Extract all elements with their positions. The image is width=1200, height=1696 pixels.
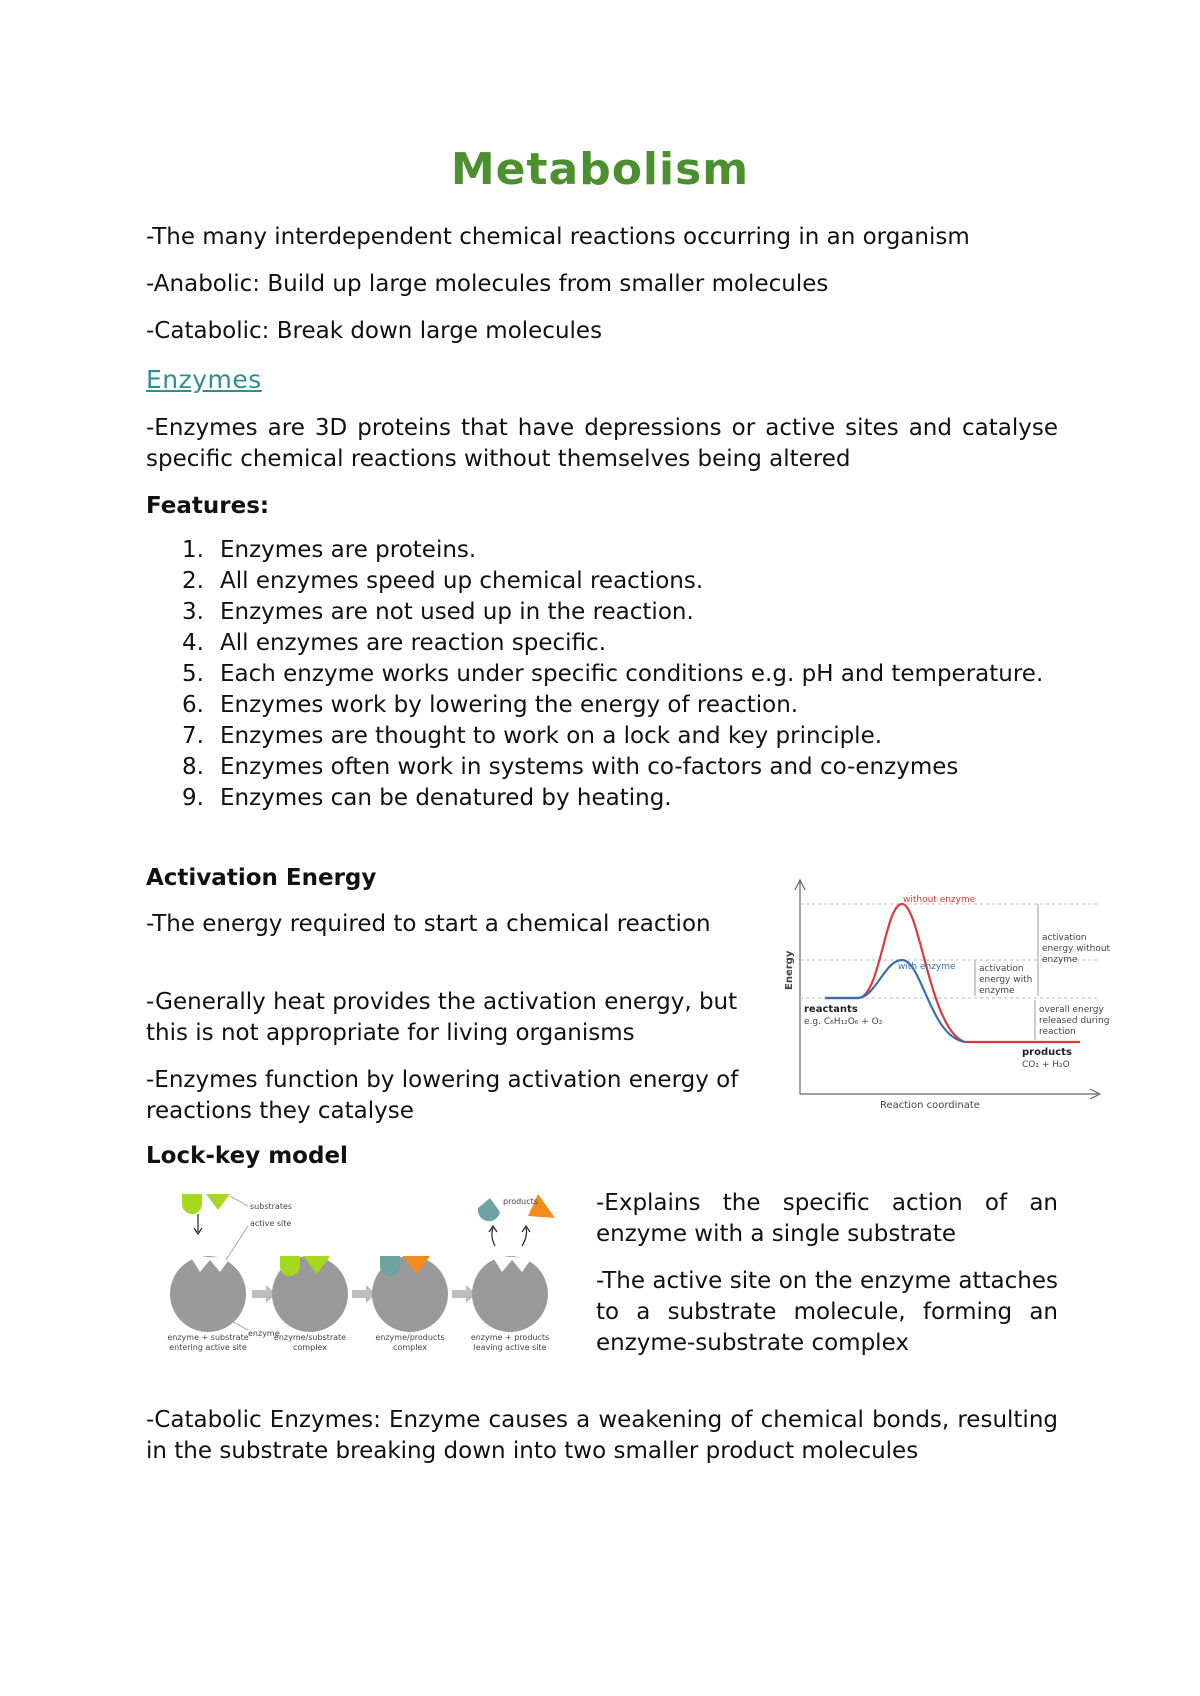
list-item: 3. Enzymes are not used up in the reaction.: [182, 599, 694, 625]
intro-line-2: -Anabolic: Build up large molecules from smaller molecules: [146, 271, 829, 297]
reactants-example: e.g. C₆H₁₂O₆ + O₂: [804, 1017, 883, 1027]
intro-line-1: -The many interdependent chemical reactions occurring in an organism: [146, 224, 970, 250]
list-item: 9. Enzymes can be denatured by heating.: [182, 785, 672, 811]
with-enzyme-curve: [825, 960, 965, 1042]
activation-heading: Activation Energy: [146, 865, 377, 891]
caption-1-line-2: entering active site: [169, 1343, 247, 1352]
list-item: 5. Each enzyme works under specific conditions e.g. pH and temperature.: [182, 661, 1044, 687]
caption-3-line-2: complex: [393, 1343, 427, 1352]
products-example: CO₂ + H₂O: [1022, 1060, 1070, 1070]
overall-line-1: overall energy: [1039, 1005, 1104, 1015]
lockkey-heading: Lock-key model: [146, 1143, 348, 1169]
list-item: 8. Enzymes often work in systems with co-factors and co-enzymes: [182, 754, 959, 780]
activation-energy-diagram: [780, 872, 1110, 1112]
intro-line-3: -Catabolic: Break down large molecules: [146, 318, 603, 344]
lockkey-point-1: -Explains the specific action of an enzyme with a single substrate: [596, 1190, 1058, 1247]
list-item: 7. Enzymes are thought to work on a lock and key principle.: [182, 723, 883, 749]
list-item: 2. All enzymes speed up chemical reactions.: [182, 568, 704, 594]
reactants-label: reactants: [804, 1004, 858, 1015]
enzymes-definition: -Enzymes are 3D proteins that have depressions or active sites and catalyse specific chemical reactions without themselves being altered: [146, 415, 1058, 472]
ae-with-line-1: activation: [979, 964, 1024, 974]
x-axis-label: Reaction coordinate: [880, 1100, 980, 1111]
y-axis-label: Energy: [784, 950, 795, 990]
caption-2-line-1: enzyme/substrate: [273, 1333, 347, 1342]
enzymes-heading: Enzymes: [146, 365, 262, 394]
enzyme-label: enzyme: [248, 1329, 280, 1338]
without-enzyme-label: without enzyme: [903, 895, 976, 905]
list-item: 6. Enzymes work by lowering the energy of reaction.: [182, 692, 799, 718]
overall-line-2: released during: [1039, 1016, 1110, 1026]
caption-4-line-1: enzyme + products: [470, 1333, 550, 1342]
page-title: Metabolism: [450, 144, 750, 195]
list-item: 4. All enzymes are reaction specific.: [182, 630, 607, 656]
activation-point-2: -Generally heat provides the activation energy, but this is not appropriate for living organisms: [146, 989, 738, 1046]
substrates-label: substrates: [250, 1202, 293, 1211]
caption-2-line-2: complex: [293, 1343, 327, 1352]
overall-line-3: reaction: [1039, 1027, 1076, 1037]
activation-point-1: -The energy required to start a chemical reaction: [146, 911, 711, 937]
products-label: products: [503, 1197, 538, 1206]
list-item: 1. Enzymes are proteins.: [182, 537, 477, 563]
catabolic-enzymes-text: -Catabolic Enzymes: Enzyme causes a weakening of chemical bonds, resulting in the substrate breaking down into two smaller product molecules: [146, 1407, 1058, 1464]
ae-with-line-3: enzyme: [979, 986, 1015, 996]
caption-1-line-1: enzyme + substrate: [167, 1333, 249, 1342]
caption-4-line-2: leaving active site: [473, 1343, 547, 1352]
ae-without-line-3: enzyme: [1042, 955, 1078, 965]
ae-without-line-2: energy without: [1042, 944, 1110, 954]
features-heading: Features:: [146, 493, 270, 519]
ae-without-line-1: activation: [1042, 933, 1087, 943]
lock-key-diagram: [160, 1186, 570, 1356]
activation-point-3: -Enzymes function by lowering activation energy of reactions they catalyse: [146, 1067, 739, 1124]
active-site-label: active site: [250, 1219, 292, 1228]
with-enzyme-label: with enzyme: [898, 962, 956, 972]
ae-with-line-2: energy with: [979, 975, 1033, 985]
features-list: [146, 535, 1058, 814]
lockkey-point-2: -The active site on the enzyme attaches to a substrate molecule, forming an enzyme-substrate complex: [596, 1268, 1058, 1356]
caption-3-line-1: enzyme/products: [375, 1333, 445, 1342]
products-label: products: [1022, 1047, 1072, 1058]
